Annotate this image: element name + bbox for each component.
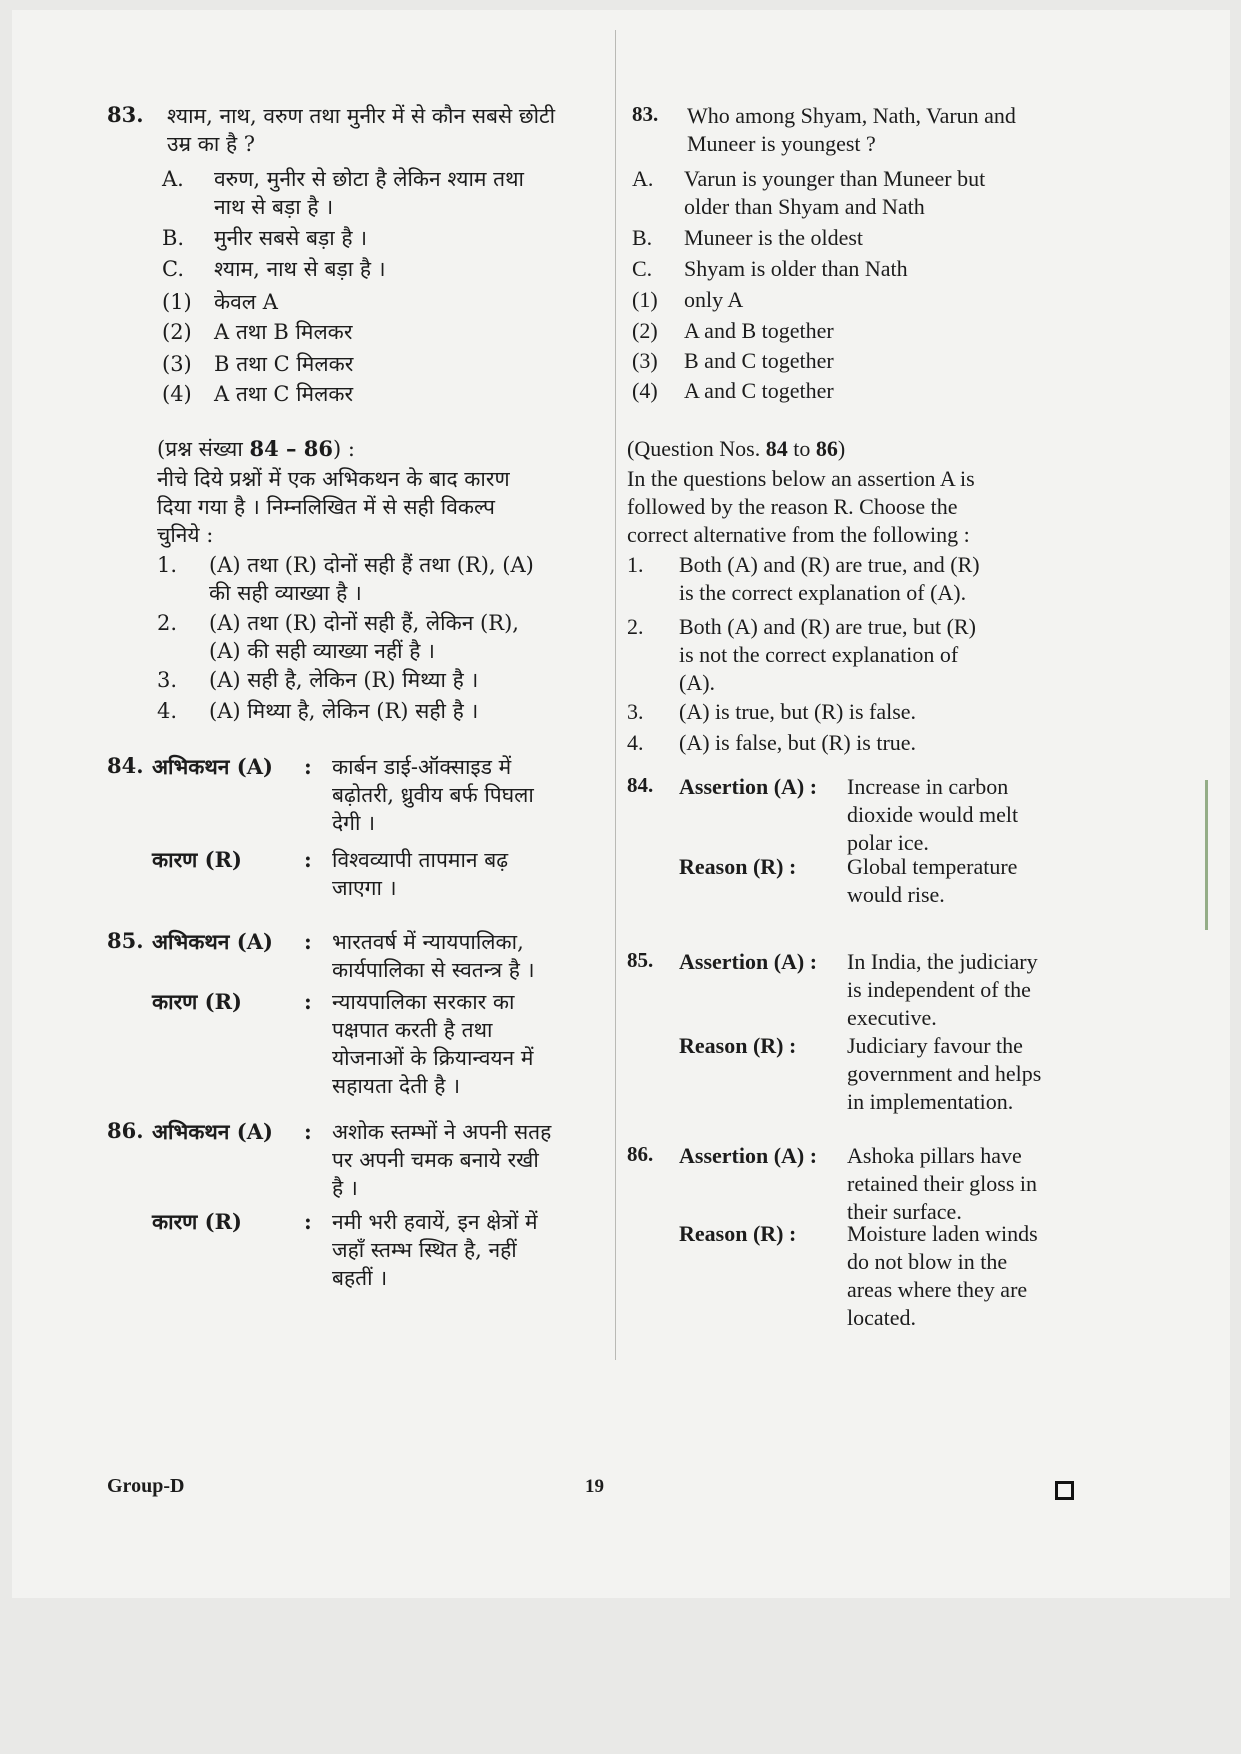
- assertion-85-en: Assertion (A) : In India, the judiciary is independent of the executive.: [679, 949, 1038, 1030]
- instructions-text: नीचे दिये प्रश्नों में एक अभिकथन के बाद कारण दिया गया है । निम्नलिखित में से सही विकल्प चुनिये :: [157, 467, 510, 547]
- instructions-text: In the questions below an assertion A is followed by the reason R. Choose the correct alternative from the following :: [627, 466, 975, 547]
- reason-86-hi: कारण (R) : नमी भरी हवायें, इन क्षेत्रों में जहाँ स्तम्भ स्थित है, नहीं बहतीं ।: [152, 1209, 538, 1290]
- option-4: (4) A and C together: [632, 378, 834, 403]
- question-number: 85.: [627, 948, 654, 972]
- choice-2: 2. (A) तथा (R) दोनों सही हैं, लेकिन (R), (A) की सही व्याख्या नहीं है ।: [157, 611, 519, 663]
- page-number: 19: [585, 1476, 604, 1497]
- assertion-86-hi: अभिकथन (A) : अशोक स्तम्भों ने अपनी सतह पर अपनी चमक बनाये रखी है ।: [152, 1119, 552, 1200]
- assertion-84-hi: अभिकथन (A) : कार्बन डाई-ऑक्साइड में बढ़ोतरी, ध्रुवीय बर्फ पिघला देगी ।: [152, 754, 534, 835]
- reason-84-hi: कारण (R) : विश्वव्यापी तापमान बढ़ जाएगा ।: [152, 847, 509, 900]
- option-1: (1) only A: [632, 287, 744, 312]
- option-2: (2) A तथा B मिलकर: [162, 320, 353, 344]
- choice-1: 1. (A) तथा (R) दोनों सही हैं तथा (R), (A) की सही व्याख्या है ।: [157, 553, 534, 605]
- statement-b: B. मुनीर सबसे बड़ा है ।: [162, 226, 368, 250]
- choice-3: 3. (A) is true, but (R) is false.: [627, 699, 917, 724]
- statement-c: C. श्याम, नाथ से बड़ा है ।: [162, 257, 386, 281]
- option-3: (3) B and C together: [632, 348, 834, 373]
- question-number: 83.: [632, 102, 659, 126]
- question-number: 83.: [107, 102, 144, 127]
- choice-4: 4. (A) मिथ्या है, लेकिन (R) सही है ।: [157, 699, 479, 723]
- instructions-heading: (प्रश्न संख्या 84 – 86) :: [157, 436, 355, 461]
- question-text: श्याम, नाथ, वरुण तथा मुनीर में से कौन सबसे छोटी उम्र का है ?: [167, 104, 556, 156]
- option-2: (2) A and B together: [632, 318, 834, 343]
- assertion-86-en: Assertion (A) : Ashoka pillars have retained their gloss in their surface.: [679, 1143, 1038, 1224]
- reason-86-en: Reason (R) : Moisture laden winds do not blow in the areas where they are located.: [679, 1221, 1038, 1330]
- page-edge-mark: [1205, 780, 1208, 930]
- reason-85-hi: कारण (R) : न्यायपालिका सरकार का पक्षपात करती है तथा योजनाओं के क्रियान्वयन में सहायता देती है ।: [152, 989, 534, 1098]
- option-3: (3) B तथा C मिलकर: [162, 352, 354, 376]
- option-1: (1) केवल A: [162, 290, 278, 314]
- square-mark-icon: [1055, 1481, 1074, 1500]
- question-text: Who among Shyam, Nath, Varun and Muneer is youngest ?: [687, 103, 1016, 156]
- assertion-84-en: Assertion (A) : Increase in carbon dioxide would melt polar ice.: [679, 774, 1019, 855]
- question-83-hi: [107, 102, 555, 158]
- question-number: 86.: [627, 1142, 654, 1166]
- statement-b: B. Muneer is the oldest: [632, 225, 864, 250]
- reason-85-en: Reason (R) : Judiciary favour the government and helps in implementation.: [679, 1033, 1042, 1114]
- reason-84-en: Reason (R) : Global temperature would rise.: [679, 854, 1018, 907]
- question-number: 84.: [627, 773, 654, 797]
- choice-1: 1. Both (A) and (R) are true, and (R) is the correct explanation of (A).: [627, 552, 980, 605]
- statement-a: A. वरुण, मुनीर से छोटा है लेकिन श्याम तथा नाथ से बड़ा है ।: [162, 167, 524, 219]
- statement-c: C. Shyam is older than Nath: [632, 256, 908, 281]
- assertion-85-hi: अभिकथन (A) : भारतवर्ष में न्यायपालिका, कार्यपालिका से स्वतन्त्र है ।: [152, 929, 535, 982]
- group-label: Group-D: [107, 1475, 185, 1497]
- exam-page: [12, 10, 1230, 1598]
- instructions-heading: (Question Nos. 84 to 86): [627, 436, 846, 461]
- option-4: (4) A तथा C मिलकर: [162, 382, 354, 406]
- choice-4: 4. (A) is false, but (R) is true.: [627, 730, 917, 755]
- question-number: 84.: [107, 753, 144, 778]
- choice-2: 2. Both (A) and (R) are true, but (R) is not the correct explanation of (A).: [627, 614, 976, 695]
- question-number: 85.: [107, 928, 144, 953]
- choice-3: 3. (A) सही है, लेकिन (R) मिथ्या है ।: [157, 668, 479, 692]
- question-number: 86.: [107, 1118, 144, 1143]
- column-divider: [615, 30, 616, 1360]
- question-83-en: [632, 102, 1016, 158]
- statement-a: A. Varun is younger than Muneer but older than Shyam and Nath: [632, 166, 986, 219]
